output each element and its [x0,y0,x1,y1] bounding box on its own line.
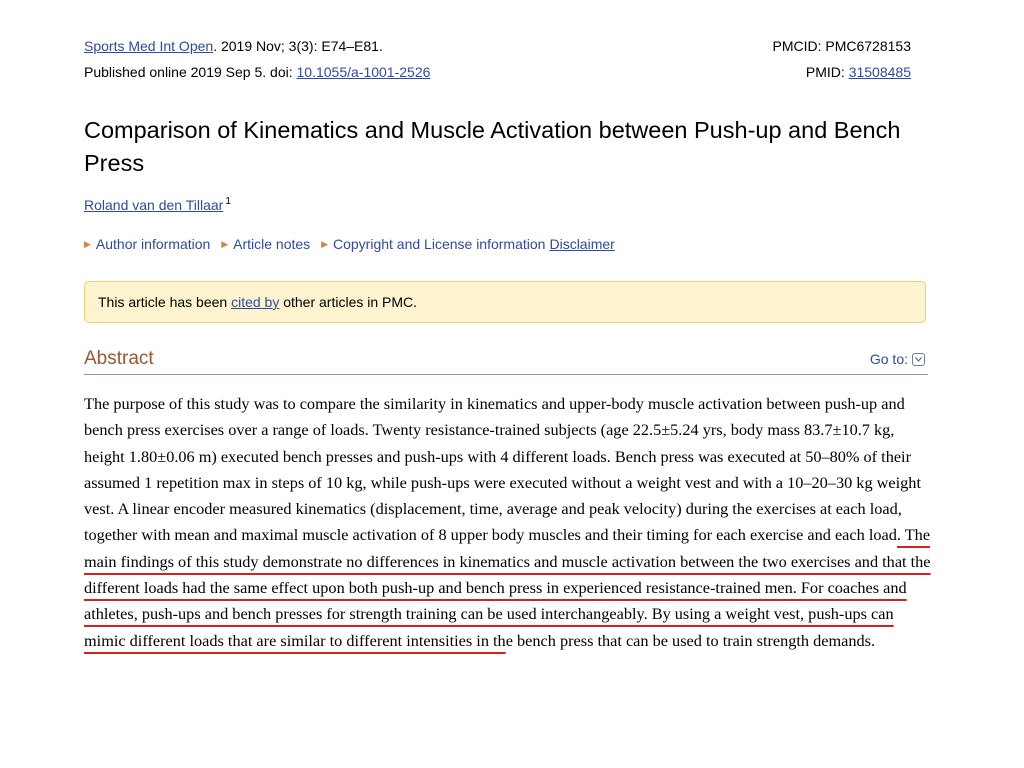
abstract-intro: The purpose of this study was to compare the similarity in kinematics and upper-body muscle activation between push-up and bench press exercises over a range of loads. Twenty resistance-trained subjects (age 22.5±5.24 yrs, body mass 83.7±10.7 kg, height 1.80±0.06 m) executed bench presses and push-ups with 4 different loads. Bench press was executed at 50–80% of their assumed 1 repetition max in steps of 10 kg, while push-ups were executed without a weight vest and with a 10–20–30 kg weight vest. A linear encoder measured kinematics (displacement, time, average and peak velocity) during the exercises at each load, together with mean and maximal muscle activation of 8 upper body muscles and their timing for each exercise and each load [84,394,921,545]
citation-details: . 2019 Nov; 3(3): E74–E81. [213,38,383,54]
triangle-right-icon: ▶ [84,239,91,249]
published-label: Published online 2019 Sep 5. doi: [84,64,297,80]
pmid-link[interactable]: 31508485 [848,64,911,80]
abstract-body [84,391,934,654]
pmid-label: PMID: [805,64,849,80]
triangle-right-icon: ▶ [321,239,328,249]
doi-link[interactable]: 10.1055/a-1001-2526 [296,64,431,80]
cited-by-notice [84,281,926,323]
triangle-right-icon: ▶ [221,239,229,249]
notice-suffix: other articles in PMC. [279,294,418,310]
published-line [84,63,430,81]
author-line [84,196,231,213]
pmid-line [806,63,911,81]
cited-by-link[interactable]: cited by [231,294,280,310]
copyright-toggle[interactable]: Copyright and License information [333,236,546,252]
citation-line [84,37,383,55]
article-info-bar [84,236,615,252]
abstract-header [84,348,928,375]
abstract-ending: e bench press that can be used to train strength demands. [505,630,876,650]
goto-menu[interactable] [870,351,925,367]
goto-label: Go to: [869,351,908,367]
abstract-highlighted-findings: . The main findings of this study demonstrate no differences in kinematics and muscle activation between the two exercises and that the different loads had the same effect upon both push-up and bench press in experienced resistance-trained men. For coaches and athletes, push-ups and bench presses for strength training can be used interchangeably. By using a weight vest, push-ups can mimic different loads that are similar to different intensities in th [84,525,931,650]
disclaimer-link[interactable]: Disclaimer [549,236,615,252]
abstract-heading: Abstract [84,348,154,369]
author-information-toggle[interactable]: Author information [95,236,211,252]
article-notes-toggle[interactable]: Article notes [233,236,311,252]
article-title: Comparison of Kinematics and Muscle Activation between Push-up and Bench Press [84,117,901,176]
author-link[interactable]: Roland van den Tillaar [84,197,224,213]
chevron-down-icon[interactable] [912,353,925,366]
journal-link[interactable]: Sports Med Int Open [84,38,214,54]
affiliation-mark: 1 [225,196,231,207]
notice-prefix: This article has been [98,294,232,310]
pmcid: PMCID: PMC6728153 [772,38,911,54]
